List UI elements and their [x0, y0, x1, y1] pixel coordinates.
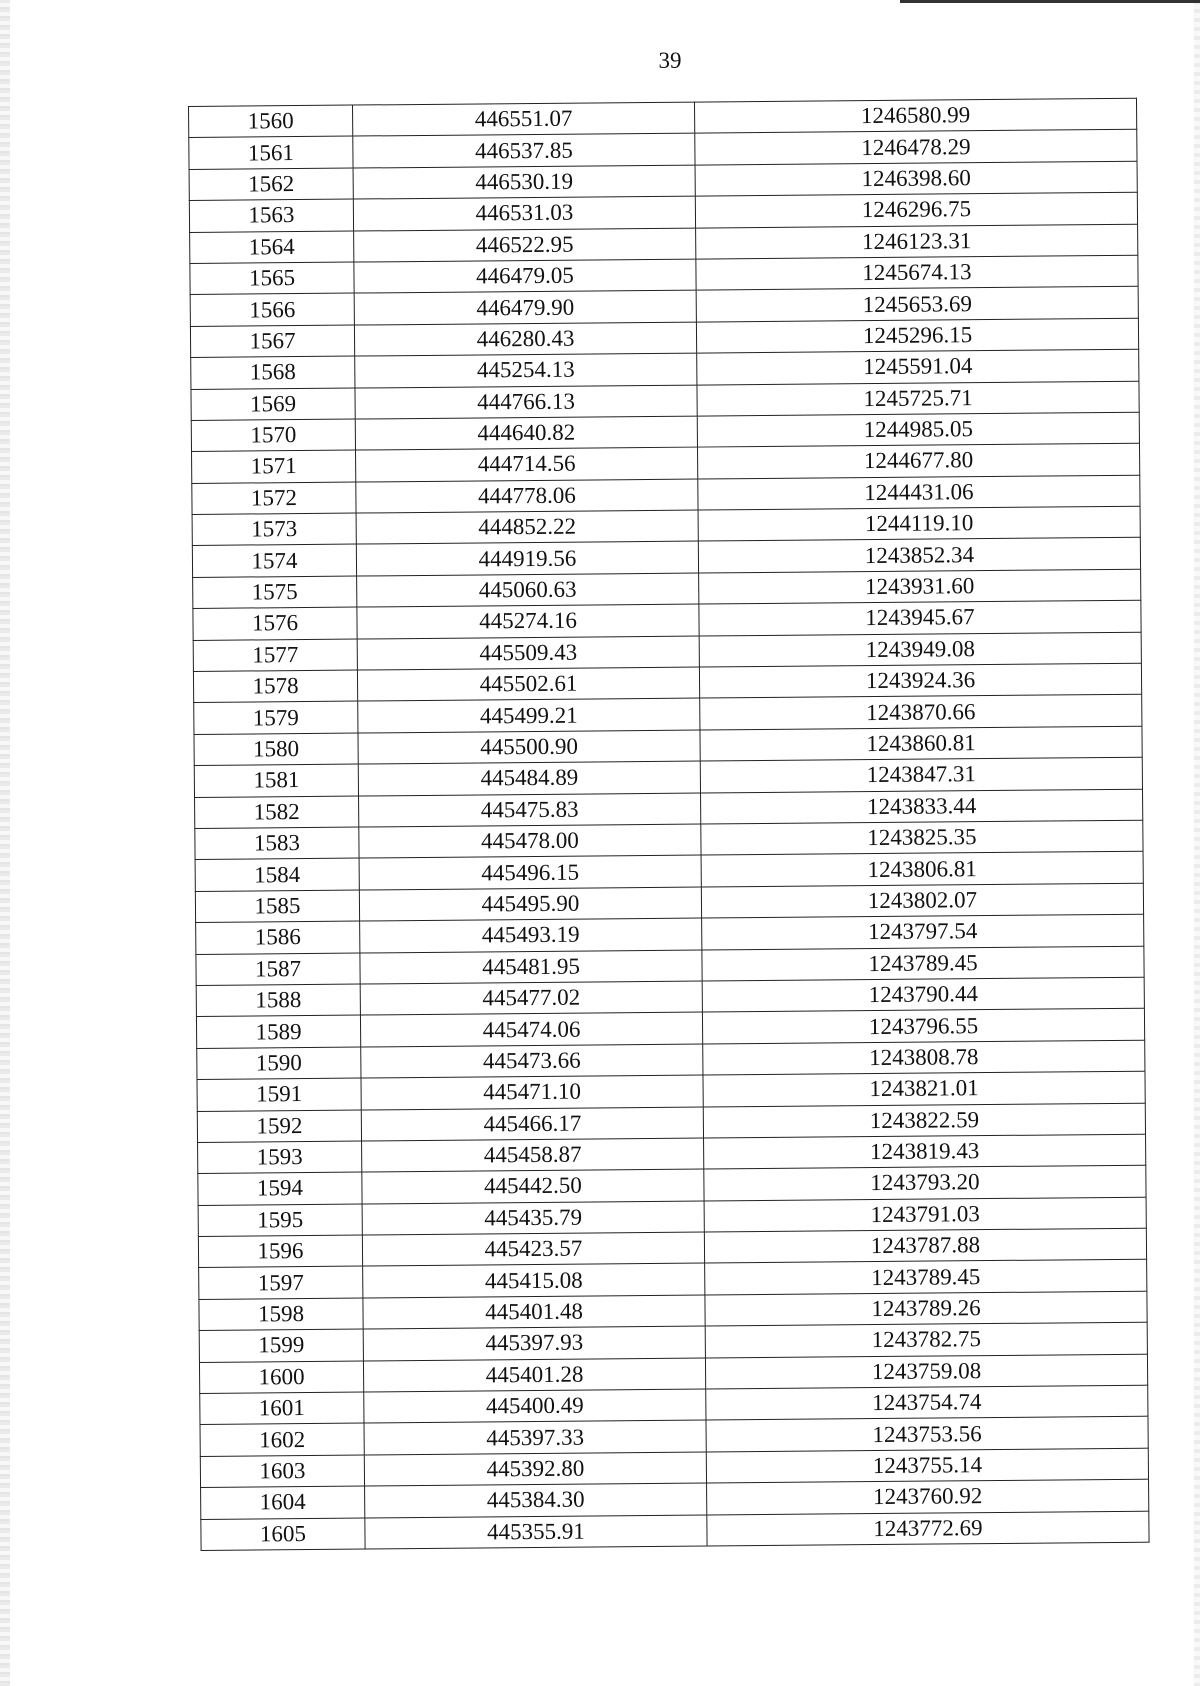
x-coordinate-cell: 445475.83	[359, 793, 701, 827]
point-number-cell: 1591	[197, 1078, 361, 1111]
point-number-cell: 1567	[190, 325, 354, 358]
y-coordinate-cell: 1245725.71	[697, 381, 1139, 416]
point-number-cell: 1576	[193, 607, 357, 640]
x-coordinate-cell: 445435.79	[362, 1201, 704, 1235]
x-coordinate-cell: 445499.21	[358, 698, 700, 732]
y-coordinate-cell: 1243797.54	[702, 914, 1144, 949]
y-coordinate-cell: 1245296.15	[696, 318, 1138, 353]
x-coordinate-cell: 445474.06	[360, 1012, 702, 1046]
x-coordinate-cell: 445473.66	[361, 1044, 703, 1078]
x-coordinate-cell: 444766.13	[355, 385, 697, 419]
x-coordinate-cell: 444714.56	[356, 447, 698, 481]
point-number-cell: 1600	[199, 1361, 363, 1394]
point-number-cell: 1570	[191, 419, 355, 452]
y-coordinate-cell: 1244677.80	[697, 444, 1139, 479]
x-coordinate-cell: 445500.90	[358, 730, 700, 764]
point-number-cell: 1599	[199, 1329, 363, 1362]
point-number-cell: 1577	[193, 639, 357, 672]
y-coordinate-cell: 1243782.75	[705, 1322, 1147, 1357]
point-number-cell: 1587	[196, 953, 360, 986]
x-coordinate-cell: 446551.07	[352, 102, 694, 136]
y-coordinate-cell: 1243791.03	[704, 1197, 1146, 1232]
point-number-cell: 1593	[198, 1141, 362, 1174]
y-coordinate-cell: 1243931.60	[699, 569, 1141, 604]
x-coordinate-cell: 446522.95	[354, 228, 696, 262]
point-number-cell: 1580	[194, 733, 358, 766]
y-coordinate-cell: 1243796.55	[702, 1009, 1144, 1044]
point-number-cell: 1586	[196, 921, 360, 954]
point-number-cell: 1563	[189, 199, 353, 232]
x-coordinate-cell: 445496.15	[359, 855, 701, 889]
x-coordinate-cell: 446479.90	[354, 290, 696, 324]
x-coordinate-cell: 445392.80	[364, 1452, 706, 1486]
y-coordinate-cell: 1243808.78	[703, 1040, 1145, 1075]
x-coordinate-cell: 446530.19	[353, 165, 695, 199]
y-coordinate-cell: 1243822.59	[703, 1103, 1145, 1138]
x-coordinate-cell: 445384.30	[365, 1483, 707, 1517]
x-coordinate-cell: 445060.63	[357, 573, 699, 607]
y-coordinate-cell: 1246123.31	[696, 224, 1138, 259]
y-coordinate-cell: 1243806.81	[701, 852, 1143, 887]
x-coordinate-cell: 445466.17	[361, 1107, 703, 1141]
y-coordinate-cell: 1246478.29	[695, 130, 1137, 165]
point-number-cell: 1590	[197, 1047, 361, 1080]
point-number-cell: 1579	[194, 701, 358, 734]
y-coordinate-cell: 1243860.81	[700, 726, 1142, 761]
y-coordinate-cell: 1246398.60	[695, 161, 1137, 196]
point-number-cell: 1603	[200, 1455, 364, 1488]
y-coordinate-cell: 1243790.44	[702, 977, 1144, 1012]
point-number-cell: 1602	[200, 1423, 364, 1456]
x-coordinate-cell: 444640.82	[355, 416, 697, 450]
point-number-cell: 1566	[190, 293, 354, 326]
y-coordinate-cell: 1243760.92	[707, 1479, 1149, 1514]
point-number-cell: 1598	[199, 1298, 363, 1331]
y-coordinate-cell: 1243754.74	[706, 1385, 1148, 1420]
x-coordinate-cell: 444919.56	[356, 542, 698, 576]
x-coordinate-cell: 445401.28	[363, 1358, 705, 1392]
top-rule	[900, 0, 1200, 3]
y-coordinate-cell: 1245653.69	[696, 287, 1138, 322]
x-coordinate-cell: 445484.89	[358, 761, 700, 795]
x-coordinate-cell: 445423.57	[362, 1232, 704, 1266]
scan-edge-right	[1194, 0, 1200, 1686]
x-coordinate-cell: 445502.61	[357, 667, 699, 701]
y-coordinate-cell: 1246580.99	[694, 98, 1136, 133]
point-number-cell: 1605	[201, 1518, 365, 1551]
point-number-cell: 1584	[195, 858, 359, 891]
point-number-cell: 1560	[189, 105, 353, 138]
y-coordinate-cell: 1243802.07	[701, 883, 1143, 918]
x-coordinate-cell: 444778.06	[356, 479, 698, 513]
point-number-cell: 1575	[193, 576, 357, 609]
coordinates-table-body	[189, 98, 1150, 1550]
x-coordinate-cell: 444852.22	[356, 510, 698, 544]
y-coordinate-cell: 1243755.14	[706, 1448, 1148, 1483]
x-coordinate-cell: 445481.95	[360, 950, 702, 984]
point-number-cell: 1595	[198, 1204, 362, 1237]
x-coordinate-cell: 445493.19	[360, 918, 702, 952]
y-coordinate-cell: 1246296.75	[695, 192, 1137, 227]
y-coordinate-cell: 1243759.08	[705, 1354, 1147, 1389]
y-coordinate-cell: 1243772.69	[707, 1511, 1149, 1546]
y-coordinate-cell: 1244119.10	[698, 506, 1140, 541]
y-coordinate-cell: 1243793.20	[704, 1165, 1146, 1200]
y-coordinate-cell: 1243821.01	[703, 1071, 1145, 1106]
x-coordinate-cell: 445401.48	[363, 1295, 705, 1329]
point-number-cell: 1592	[197, 1110, 361, 1143]
y-coordinate-cell: 1244985.05	[697, 412, 1139, 447]
x-coordinate-cell: 445397.33	[364, 1420, 706, 1454]
x-coordinate-cell: 446531.03	[353, 196, 695, 230]
x-coordinate-cell: 446479.05	[354, 259, 696, 293]
y-coordinate-cell: 1243945.67	[699, 600, 1141, 635]
point-number-cell: 1597	[199, 1266, 363, 1299]
x-coordinate-cell: 445477.02	[360, 981, 702, 1015]
y-coordinate-cell: 1243819.43	[704, 1134, 1146, 1169]
point-number-cell: 1578	[193, 670, 357, 703]
y-coordinate-cell: 1243852.34	[698, 538, 1140, 573]
y-coordinate-cell: 1243789.45	[702, 946, 1144, 981]
x-coordinate-cell: 445458.87	[362, 1138, 704, 1172]
x-coordinate-cell: 446537.85	[353, 133, 695, 167]
x-coordinate-cell: 445415.08	[363, 1263, 705, 1297]
point-number-cell: 1574	[192, 545, 356, 578]
point-number-cell: 1573	[192, 513, 356, 546]
point-number-cell: 1564	[190, 231, 354, 264]
y-coordinate-cell: 1243870.66	[700, 695, 1142, 730]
y-coordinate-cell: 1243789.26	[705, 1291, 1147, 1326]
y-coordinate-cell: 1245591.04	[697, 349, 1139, 384]
x-coordinate-cell: 445254.13	[355, 353, 697, 387]
point-number-cell: 1571	[192, 450, 356, 483]
point-number-cell: 1562	[189, 168, 353, 201]
y-coordinate-cell: 1243833.44	[701, 789, 1143, 824]
y-coordinate-cell: 1245674.13	[696, 255, 1138, 290]
point-number-cell: 1588	[196, 984, 360, 1017]
point-number-cell: 1568	[191, 356, 355, 389]
x-coordinate-cell: 445400.49	[364, 1389, 706, 1423]
point-number-cell: 1582	[195, 796, 359, 829]
y-coordinate-cell: 1243753.56	[706, 1417, 1148, 1452]
y-coordinate-cell: 1243787.88	[704, 1228, 1146, 1263]
x-coordinate-cell: 446280.43	[354, 322, 696, 356]
point-number-cell: 1589	[196, 1015, 360, 1048]
point-number-cell: 1585	[195, 890, 359, 923]
point-number-cell: 1596	[198, 1235, 362, 1268]
y-coordinate-cell: 1243924.36	[699, 663, 1141, 698]
y-coordinate-cell: 1243789.45	[705, 1260, 1147, 1295]
point-number-cell: 1569	[191, 388, 355, 421]
x-coordinate-cell: 445495.90	[359, 887, 701, 921]
point-number-cell: 1561	[189, 136, 353, 169]
x-coordinate-cell: 445509.43	[357, 636, 699, 670]
y-coordinate-cell: 1243847.31	[700, 757, 1142, 792]
y-coordinate-cell: 1243825.35	[701, 820, 1143, 855]
y-coordinate-cell: 1243949.08	[699, 632, 1141, 667]
x-coordinate-cell: 445442.50	[362, 1169, 704, 1203]
point-number-cell: 1594	[198, 1172, 362, 1205]
x-coordinate-cell: 445471.10	[361, 1075, 703, 1109]
x-coordinate-cell: 445355.91	[365, 1515, 707, 1549]
point-number-cell: 1604	[201, 1486, 365, 1519]
point-number-cell: 1583	[195, 827, 359, 860]
point-number-cell: 1601	[200, 1392, 364, 1425]
point-number-cell: 1581	[194, 764, 358, 797]
x-coordinate-cell: 445274.16	[357, 604, 699, 638]
y-coordinate-cell: 1244431.06	[698, 475, 1140, 510]
coordinates-table	[188, 98, 1150, 1551]
x-coordinate-cell: 445397.93	[363, 1326, 705, 1360]
page-number: 39	[658, 48, 682, 73]
point-number-cell: 1572	[192, 482, 356, 515]
point-number-cell: 1565	[190, 262, 354, 295]
scan-edge-left	[0, 0, 10, 1686]
x-coordinate-cell: 445478.00	[359, 824, 701, 858]
